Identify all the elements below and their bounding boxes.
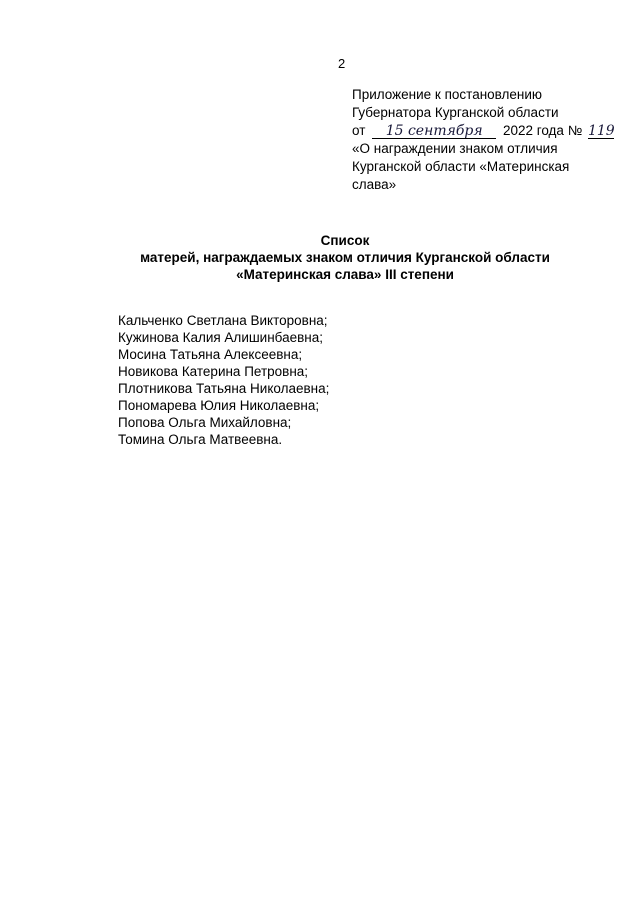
title-line-1: Список (320, 233, 370, 248)
handwritten-number: 119 (587, 123, 615, 139)
name-item: Попова Ольга Михайловна; (118, 415, 292, 430)
appendix-line-5: Курганской области «Материнская (352, 159, 570, 174)
appendix-line-6: слава» (352, 177, 397, 192)
title-line-3: «Материнская слава» III степени (236, 267, 454, 282)
page-number: 2 (338, 56, 346, 71)
name-item: Плотникова Татьяна Николаевна; (118, 381, 330, 396)
appendix-date-line (352, 122, 622, 140)
name-item: Томина Ольга Матвеевна. (118, 432, 283, 447)
document-title (0, 232, 640, 283)
title-line-2: матерей, награждаемых знаком отличия Курганской области (140, 250, 550, 265)
appendix-line-2: Губернатора Курганской области (352, 105, 559, 120)
name-item: Мосина Татьяна Алексеевна; (118, 347, 303, 362)
appendix-line-1: Приложение к постановлению (352, 87, 543, 102)
name-item: Пономарева Юлия Николаевна; (118, 398, 320, 413)
name-item: Кужинова Калия Алишинбаевна; (118, 330, 324, 345)
date-prefix: от (352, 123, 366, 138)
appendix-header (352, 86, 622, 194)
name-item: Новикова Катерина Петровна; (118, 364, 309, 379)
appendix-line-4: «О награждении знаком отличия (352, 141, 558, 156)
name-item: Кальченко Светлана Викторовна; (118, 313, 328, 328)
handwritten-date: 15 сентября (372, 124, 496, 139)
year-text: 2022 года № (502, 123, 583, 138)
names-list (118, 312, 329, 448)
